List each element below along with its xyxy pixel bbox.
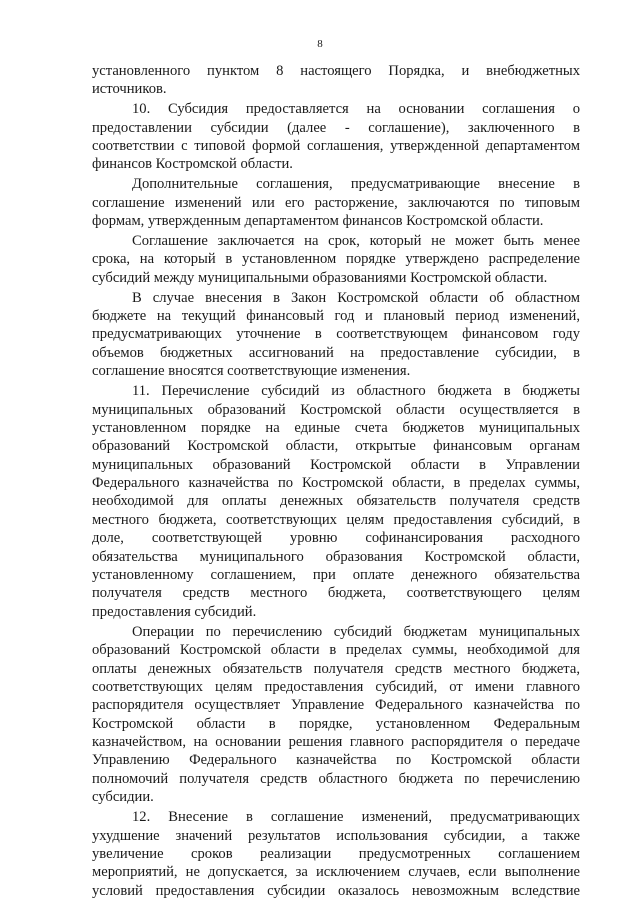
text-line: мероприятий, не допускается, за исключением случаев, если выполнение	[92, 864, 580, 881]
text-line: предоставления субсидий.	[92, 603, 257, 620]
text-line: Управлению Федерального казначейства по Костромской области	[92, 752, 580, 769]
text-line: формам, утвержденным департаментом финансов Костромской области.	[92, 213, 544, 230]
text-line: субсидии.	[92, 789, 154, 806]
text-line: объемов бюджетных ассигнований на предоставление субсидии, в	[92, 344, 580, 361]
text-line: муниципальных образований Костромской области осуществляется в	[92, 401, 580, 418]
text-line: финансов Костромской области.	[92, 156, 293, 173]
text-line: 11. Перечисление субсидий из областного бюджета в бюджеты	[132, 383, 580, 400]
text-line: предоставлении субсидии (далее - соглашение), заключенного в	[92, 119, 580, 136]
text-line: срока, на который в установленном порядке утверждено распределение	[92, 251, 580, 268]
paragraph	[92, 623, 580, 807]
text-line: полномочий получателя средств областного бюджета по перечислению	[92, 770, 580, 787]
text-line: В случае внесения в Закон Костромской области об областном	[132, 289, 580, 306]
text-line: предусматривающих уточнение в соответствующем финансовом году	[92, 326, 580, 343]
text-line: Федерального казначейства по Костромской области, в пределах суммы,	[92, 475, 580, 492]
text-line: доле, соответствующей уровню софинансирования расходного	[92, 530, 580, 547]
text-line: муниципальных образований Костромской области в Управлении	[92, 456, 580, 473]
text-line: соответствующих целям предоставления субсидий, от имени главного	[92, 678, 580, 695]
paragraph	[92, 808, 580, 900]
paragraph	[92, 382, 580, 621]
text-line: установленному соглашением, при оплате денежного обязательства	[92, 567, 580, 584]
text-line: 12. Внесение в соглашение изменений, предусматривающих	[132, 809, 580, 826]
text-line: субсидий между муниципальными образованиями Костромской области.	[92, 269, 548, 286]
text-line: ухудшение значений результатов использования субсидии, а также	[92, 827, 580, 844]
text-line: образований Костромской области, открытые финансовым органам	[92, 438, 580, 455]
text-line: обязательства муниципального образования Костромской области,	[92, 548, 580, 565]
paragraph	[92, 62, 580, 99]
paragraph	[92, 289, 580, 381]
document-body	[92, 62, 580, 902]
text-line: соответствии с типовой формой соглашения, утвержденной департаментом	[92, 138, 580, 155]
text-line: оплаты денежных обязательств получателя средств местного бюджета,	[92, 660, 580, 677]
text-line: получателя средств местного бюджета, соответствующего целям	[92, 585, 580, 602]
text-line: местного бюджета, соответствующих целям предоставления субсидий, в	[92, 511, 580, 528]
paragraph	[92, 232, 580, 287]
text-line: казначейством, на основании решения главного распорядителя о передаче	[92, 734, 580, 751]
text-line: соглашение вносятся соответствующие изменения.	[92, 363, 411, 380]
text-line: Соглашение заключается на срок, который не может быть менее	[132, 233, 580, 250]
text-line: Костромской области в порядке, установленном Федеральным	[92, 715, 580, 732]
text-line: источников.	[92, 81, 167, 98]
text-line: соглашение изменений или его расторжение, заключаются по типовым	[92, 194, 580, 211]
text-line: Операции по перечислению субсидий бюджетам муниципальных	[132, 623, 580, 640]
page-number: 8	[317, 38, 323, 50]
text-line: установленном порядке на единые счета бюджетов муниципальных	[92, 419, 580, 436]
text-line: установленного пунктом 8 настоящего Порядка, и внебюджетных	[92, 63, 580, 79]
text-line: Дополнительные соглашения, предусматривающие внесение в	[132, 176, 580, 193]
text-line: бюджете на текущий финансовый год и плановый период изменений,	[92, 308, 580, 325]
paragraph	[92, 175, 580, 230]
text-line: распорядителя осуществляет Управление Федерального казначейства по	[92, 697, 580, 714]
paragraph	[92, 100, 580, 174]
text-line: увеличение сроков реализации предусмотренных соглашением	[92, 845, 580, 862]
text-line: 10. Субсидия предоставляется на основании соглашения о	[132, 101, 580, 118]
text-line: образований Костромской области в пределах суммы, необходимой для	[92, 642, 580, 659]
text-line: условий предоставления субсидии оказалось невозможным вследствие	[92, 882, 580, 899]
text-line: необходимой для оплаты денежных обязательств получателя средств	[92, 493, 580, 510]
